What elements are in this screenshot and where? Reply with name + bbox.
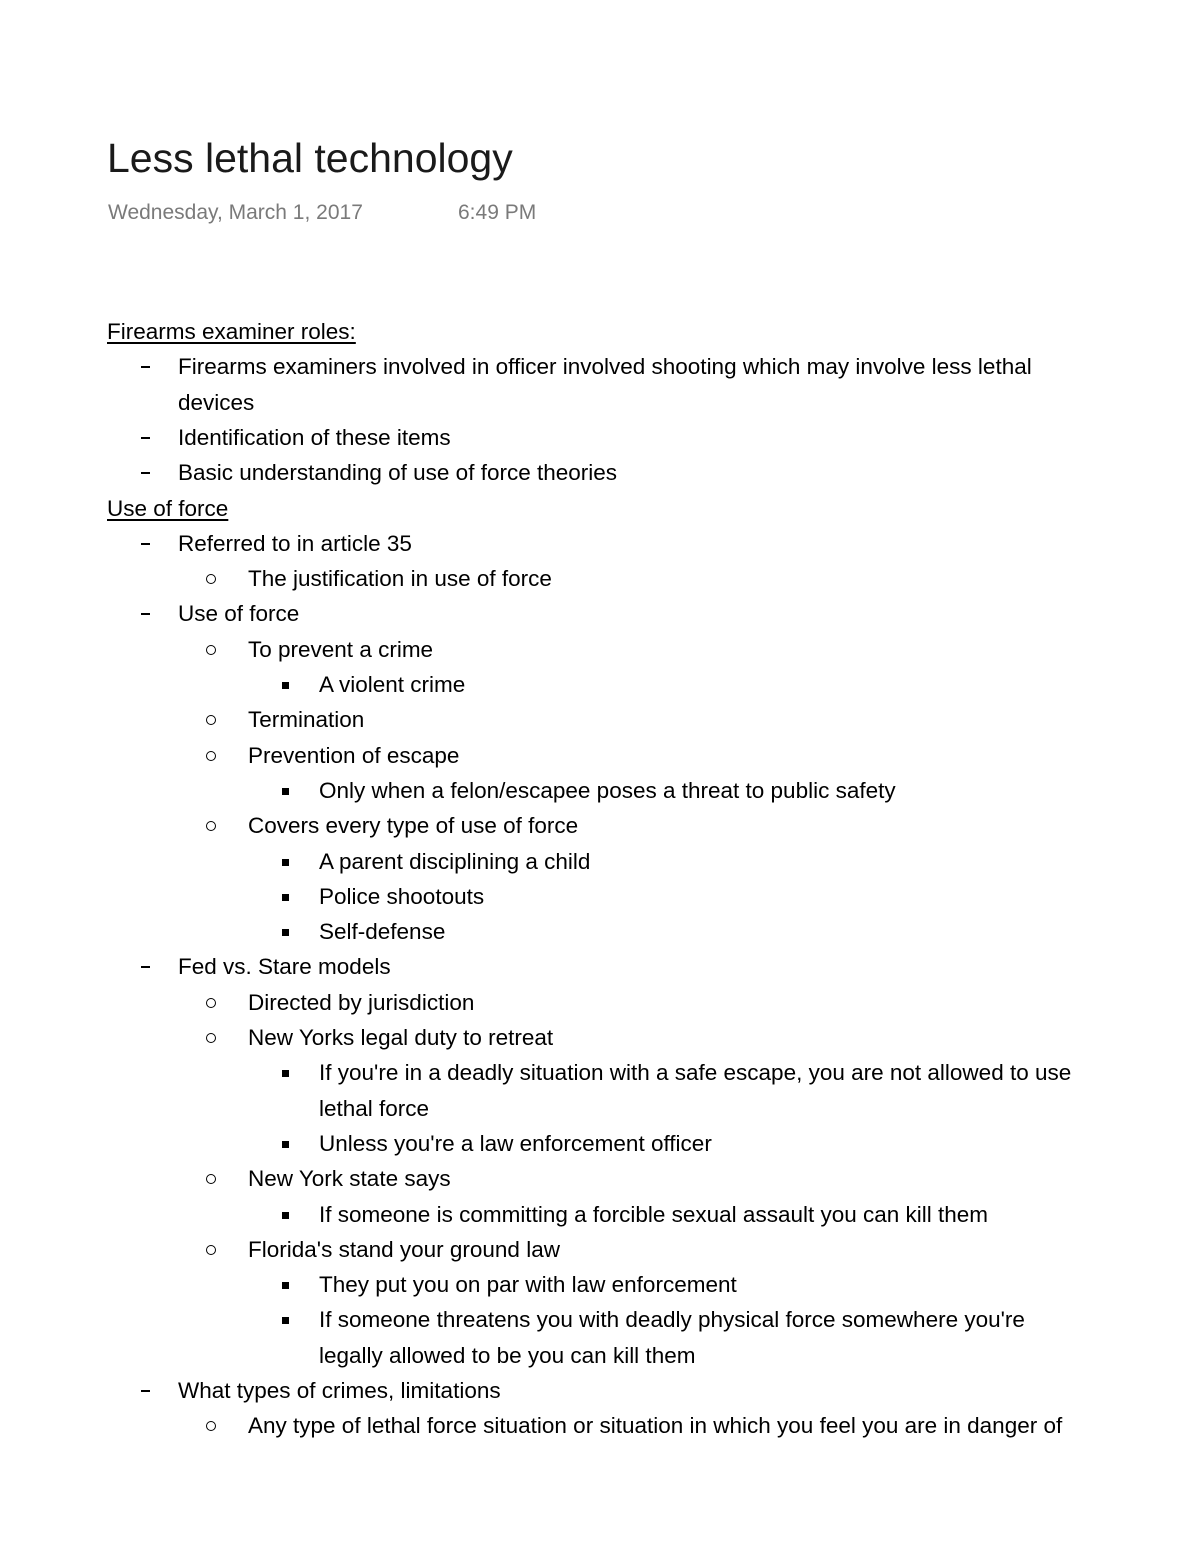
outline-item-text: Fed vs. Stare models <box>178 954 391 980</box>
outline-item <box>0 1408 1200 1443</box>
outline-item <box>0 1373 1200 1408</box>
dash-bullet-icon <box>141 437 150 439</box>
outline-item-text: devices <box>178 389 255 415</box>
outline-item <box>0 1267 1200 1302</box>
outline-item-text: Covers every type of use of force <box>248 813 579 839</box>
outline-item <box>0 1338 1200 1373</box>
outline-item <box>0 349 1200 384</box>
outline-item <box>0 420 1200 455</box>
circle-bullet-icon <box>206 1033 216 1043</box>
dash-bullet-icon <box>141 1390 150 1392</box>
outline-item-text: Use of force <box>178 601 300 627</box>
circle-bullet-icon <box>206 1245 216 1255</box>
outline-item-text: What types of crimes, limitations <box>178 1378 501 1403</box>
circle-bullet-icon <box>206 821 216 831</box>
outline-item <box>0 949 1200 984</box>
square-bullet-icon <box>282 894 289 901</box>
outline-item <box>0 1197 1200 1232</box>
outline-item <box>0 844 1200 879</box>
note-date: Wednesday, March 1, 2017 <box>108 201 363 224</box>
outline-item-text: The justification in use of force <box>248 566 552 592</box>
outline-item <box>0 985 1200 1020</box>
circle-bullet-icon <box>206 1421 216 1431</box>
outline-item <box>0 632 1200 667</box>
outline-item <box>0 1161 1200 1196</box>
dash-bullet-icon <box>141 613 150 615</box>
outline-item <box>0 526 1200 561</box>
square-bullet-icon <box>282 1282 289 1289</box>
outline-item-text: Police shootouts <box>319 883 485 909</box>
dash-bullet-icon <box>141 543 150 545</box>
outline-item-text: Any type of lethal force situation or situation in which you feel you are in danger of <box>248 1413 1063 1439</box>
outline-item <box>0 385 1200 420</box>
square-bullet-icon <box>282 1141 289 1148</box>
outline-item <box>0 702 1200 737</box>
outline-item-text: If someone is committing a forcible sexual assault you can kill them <box>319 1201 989 1227</box>
outline-item-text: Directed by jurisdiction <box>248 989 475 1015</box>
square-bullet-icon <box>282 1212 289 1219</box>
outline-item-text: Only when a felon/escapee poses a threat to public safety <box>319 777 896 803</box>
outline-item <box>0 667 1200 702</box>
dash-bullet-icon <box>141 472 150 474</box>
square-bullet-icon <box>282 1070 289 1077</box>
outline-item <box>0 914 1200 949</box>
circle-bullet-icon <box>206 715 216 725</box>
square-bullet-icon <box>282 859 289 866</box>
outline-item-text: If someone threatens you with deadly physical force somewhere you're <box>319 1307 1025 1333</box>
circle-bullet-icon <box>206 574 216 584</box>
outline-item-text: Identification of these items <box>178 424 451 450</box>
outline-item-text: Firearms examiners involved in officer involved shooting which may involve less lethal <box>178 354 1032 380</box>
outline-item <box>0 1055 1200 1090</box>
outline-item-text: lethal force <box>319 1095 430 1121</box>
outline-item <box>0 455 1200 490</box>
outline-item-text: Unless you're a law enforcement officer <box>319 1130 712 1156</box>
outline-item <box>0 879 1200 914</box>
outline-item-text: If you're in a deadly situation with a safe escape, you are not allowed to use <box>319 1060 1072 1086</box>
note-time: 6:49 PM <box>458 201 537 224</box>
outline-item-text: To prevent a crime <box>248 636 434 662</box>
circle-bullet-icon <box>206 1174 216 1184</box>
outline-item-text: Florida's stand your ground law <box>248 1236 560 1262</box>
outline-item-text: Referred to in article 35 <box>178 530 412 556</box>
square-bullet-icon <box>282 682 289 689</box>
square-bullet-icon <box>282 1317 289 1324</box>
outline-item <box>0 738 1200 773</box>
section-heading <box>0 314 1200 349</box>
outline-item-text: New Yorks legal duty to retreat <box>248 1025 554 1050</box>
outline-item <box>0 596 1200 631</box>
outline-item <box>0 561 1200 596</box>
dash-bullet-icon <box>141 366 150 368</box>
page-title: Less lethal technology <box>107 135 513 181</box>
outline-item <box>0 1091 1200 1126</box>
outline-item <box>0 808 1200 843</box>
dash-bullet-icon <box>141 966 150 968</box>
outline-item-text: They put you on par with law enforcement <box>319 1272 737 1298</box>
circle-bullet-icon <box>206 998 216 1008</box>
outline-item <box>0 1302 1200 1337</box>
square-bullet-icon <box>282 788 289 795</box>
outline-item-text: A parent disciplining a child <box>319 848 591 874</box>
section-heading <box>0 491 1200 526</box>
outline-item-text: Prevention of escape <box>248 742 460 768</box>
outline-item-text: Basic understanding of use of force theories <box>178 460 618 486</box>
section-heading-text: Firearms examiner roles: <box>107 319 356 344</box>
outline-item-text: Termination <box>248 707 365 733</box>
outline-item <box>0 1232 1200 1267</box>
outline-item-text: Self-defense <box>319 919 446 945</box>
circle-bullet-icon <box>206 645 216 655</box>
square-bullet-icon <box>282 929 289 936</box>
outline-item-text: A violent crime <box>319 672 466 697</box>
note-timestamp <box>108 199 537 227</box>
circle-bullet-icon <box>206 751 216 761</box>
outline-item <box>0 773 1200 808</box>
outline-item-text: New York state says <box>248 1166 451 1192</box>
outline-item <box>0 1020 1200 1055</box>
outline-item-text: legally allowed to be you can kill them <box>319 1342 696 1368</box>
section-heading-text: Use of force <box>107 495 229 521</box>
outline-item <box>0 1126 1200 1161</box>
